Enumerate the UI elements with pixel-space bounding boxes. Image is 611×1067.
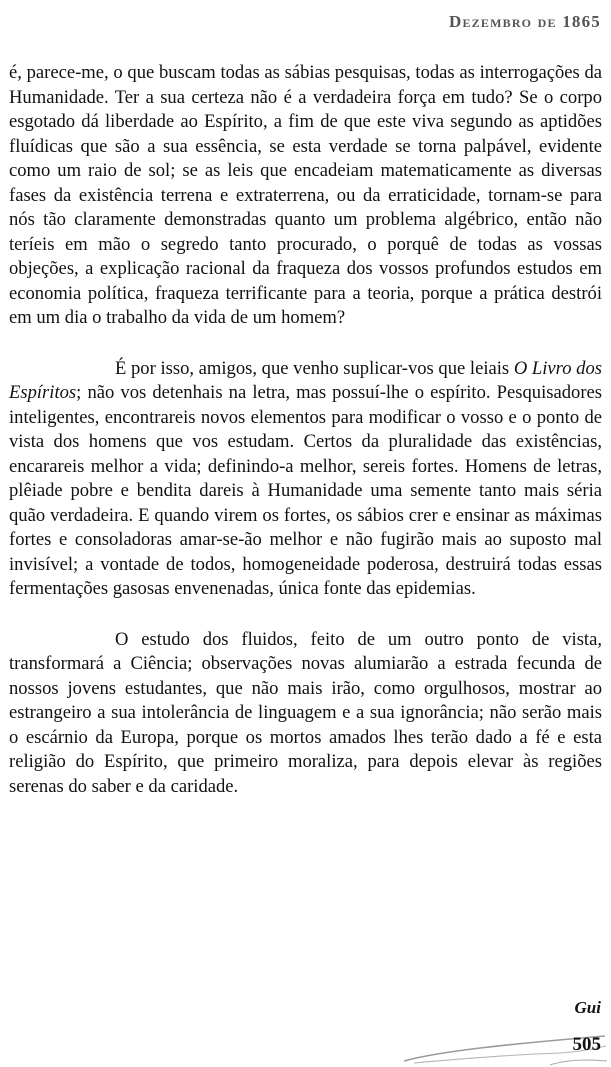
paragraph-1: é, parece-me, o que buscam todas as sábias pesquisas, todas as interrogações da Humanidade. Ter a sua certeza não é a verdadeira força em tudo? Se o corpo esgotado dá liberdade ao Espírito, a fim de que este viva segundo as aptidões fluídicas que são a sua essência, se esta verdade se torna palpável, evidente como um raio de sol; se as leis que encadeiam matematicamente as diversas fases da existência terrena e extraterrena, ou da erraticidade, tornam-se para nós tão claramente demonstradas quanto um problema algébrico, então não teríeis em mão o segredo tanto procurado, o porquê de todas as vossas objeções, a explicação racional da fraqueza dos vossos profundos estudos em economia política, fraqueza terrificante para a teoria, porque a prática destrói em um dia o trabalho da vida de um homem?	[9, 62, 602, 328]
running-head: Dezembro de 1865	[449, 12, 601, 31]
paragraph-2-end: ; não vos detenhais na letra, mas possuí-lhe o espírito. Pesquisadores inteligentes, encontrareis novos elementos para modificar o vosso e o ponto de vista dos homens que vos estudam. Certos da pluralidade das existências, encarareis melhor a vida; definindo-a melhor, sereis fortes. Homens de letras, plêiade pobre e bendita dareis à Humanidade uma semente tanto mais séria quão verdadeira. E quando virem os fortes, os sábios crer e ensinar as máximas fortes e consoladoras amar-se-ão melhor e não fugirão mais ao suposto mal invisível; a vontade de todos, homogeneidade poderosa, destruirá todas essas fermentações gasosas envenenadas, única fonte das epidemias.	[9, 382, 602, 599]
page-number: 505	[572, 1034, 601, 1055]
paragraph-3: O estudo dos fluidos, feito de um outro ponto de vista, transformará a Ciência; observações novas alumiarão a estrada fecunda de nossos jovens estudantes, que não mais irão, como orgulhosos, mostrar ao estrangeiro a sua intolerância de linguagem e a sua ignorância; não serão mais o escárnio da Europa, porque os mortos amados lhes terão dado a fé e esta religião do Espírito, que primeiro moraliza, para depois elevar às regiões serenas do saber e da caridade.	[9, 628, 602, 797]
author-signature: Gui	[574, 998, 601, 1017]
body-text	[9, 61, 602, 799]
book-title: O Livro dos Espíritos	[9, 357, 602, 403]
paragraph-2	[9, 357, 602, 602]
paragraph-2-start: É por isso, amigos, que venho suplicar-vos que leiais	[115, 357, 514, 379]
